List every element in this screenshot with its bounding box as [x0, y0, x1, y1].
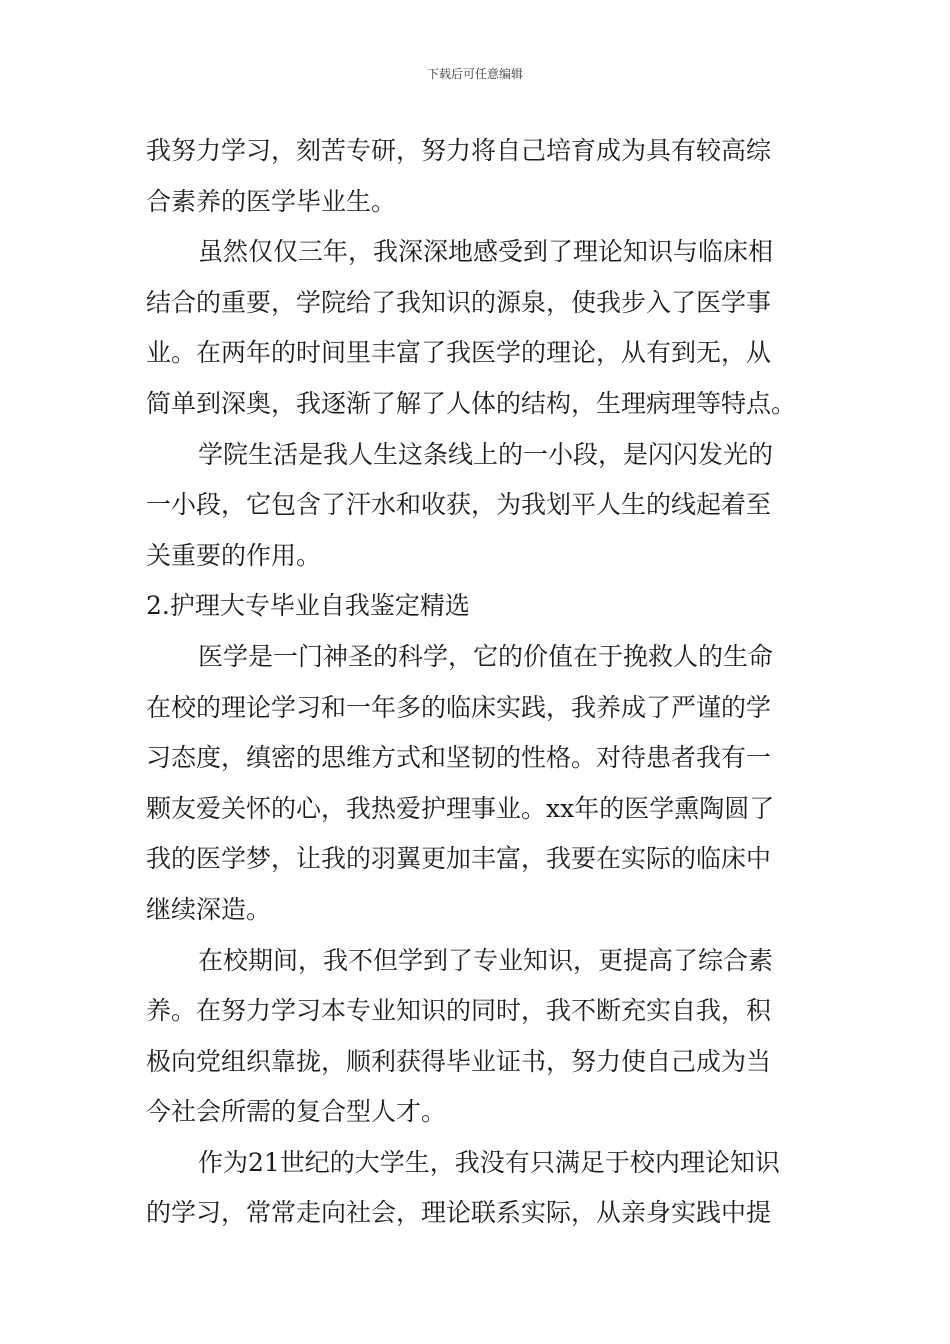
text-line: 结合的重要，学院给了我知识的源泉，使我步入了医学事: [146, 287, 772, 317]
text-line: 2.护理大专毕业自我鉴定精选: [146, 591, 470, 621]
text-line: 今社会所需的复合型人才。: [146, 1097, 447, 1127]
text-line: 养。在努力学习本专业知识的同时，我不断充实自我，积: [146, 996, 772, 1026]
text-line: 颗友爱关怀的心，我热爱护理事业。xx年的医学熏陶圆了: [146, 793, 775, 823]
text-line: 习态度，缜密的思维方式和坚韧的性格。对待患者我有一: [146, 743, 772, 773]
text-line: 继续深造。: [146, 894, 272, 924]
text-line: 关重要的作用。: [146, 540, 322, 570]
text-line: 一小段，它包含了汗水和收获，为我划平人生的线起着至: [146, 490, 772, 520]
text-line: 我努力学习，刻苦专研，努力将自己培育成为具有较高综: [146, 136, 772, 165]
text-line: 的学习，常常走向社会，理论联系实际，从亲身实践中提: [146, 1198, 772, 1228]
text-line: 极向党组织靠拢，顺利获得毕业证书，努力使自己成为当: [146, 1046, 772, 1076]
text-line: 在校期间，我不但学到了专业知识，更提高了综合素: [198, 945, 774, 975]
text-line: 作为21世纪的大学生，我没有只满足于校内理论知识: [198, 1147, 780, 1177]
text-line: 业。在两年的时间里丰富了我医学的理论，从有到无，从: [146, 338, 772, 368]
text-line: 学院生活是我人生这条线上的一小段，是闪闪发光的: [198, 439, 774, 469]
text-line: 简单到深奥，我逐渐了解了人体的结构，生理病理等特点。: [146, 388, 797, 418]
text-line: 在校的理论学习和一年多的临床实践，我养成了严谨的学: [146, 692, 772, 722]
text-line: 医学是一门神圣的科学，它的价值在于挽救人的生命: [198, 641, 774, 671]
text-line: 虽然仅仅三年，我深深地感受到了理论知识与临床相: [198, 237, 774, 267]
text-line: 我的医学梦，让我的羽翼更加丰富，我要在实际的临床中: [146, 844, 772, 874]
document-body: [146, 126, 811, 1239]
text-line: 合素养的医学毕业生。: [146, 186, 397, 216]
page-header: 下载后可任意编辑: [426, 67, 523, 81]
